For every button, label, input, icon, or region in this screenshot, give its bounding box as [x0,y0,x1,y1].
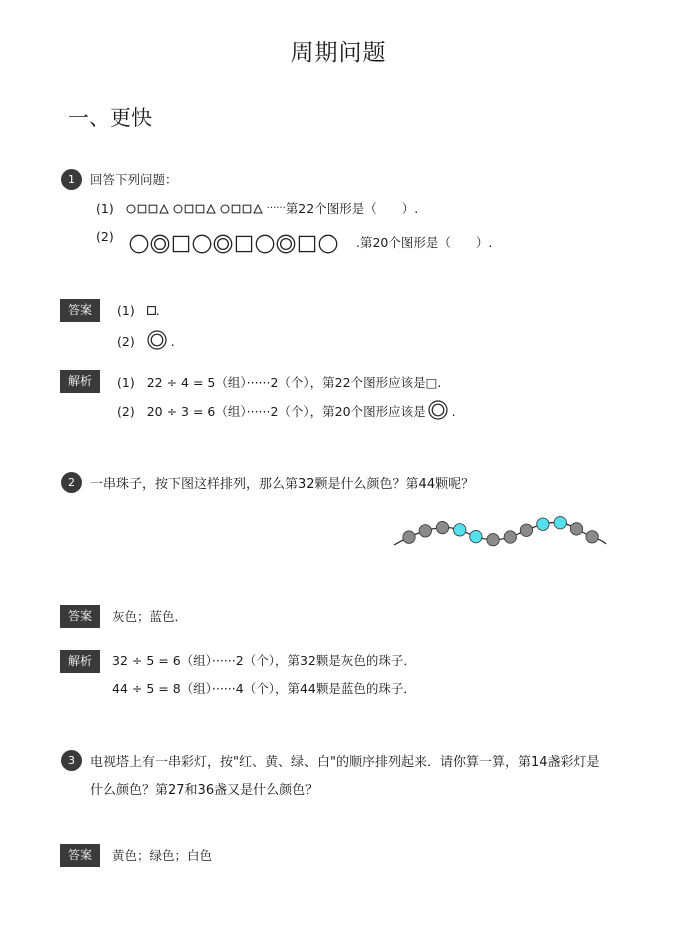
analysis-badge: 解析 [60,370,100,393]
q1-analysis-2 [117,400,456,424]
q1-prompt: 回答下列问题： [90,172,178,187]
square-shape-icon [148,204,158,214]
q3-answer-text: 黄色；绿色；白色 [112,848,213,863]
circle-shape-icon [220,204,230,214]
double-circle-shape-icon [147,330,167,354]
square-shape-icon [297,234,317,254]
q3-prompt-line1: 电视塔上有一串彩灯，按"红、黄、绿、白"的顺序排列起来．请你算一算，第14盏彩灯是 [90,755,600,770]
q1-part1-dots: ······ [266,203,286,214]
q2-prompt: 一串珠子，按下图这样排列，那么第32颗是什么颜色？第44颗呢？ [90,477,475,492]
bead-gray [487,534,499,546]
bead-string-illustration [390,508,610,552]
q1-part2-question: .第20个图形是（ ）. [356,235,493,250]
square-shape-icon [234,234,254,254]
q1-part2-label: (2) [96,229,114,244]
circle-shape-icon [173,204,183,214]
answer-badge: 答案 [60,605,100,628]
q1-analysis-2-text: 20 ÷ 3 = 6（组）······2（个），第20个图形应该是 [146,404,426,419]
bead-gray [403,531,415,543]
square-shape-icon [137,204,147,214]
square-shape-icon [195,204,205,214]
question-number-2: 2 [61,472,82,493]
square-shape-icon [231,204,241,214]
bead-gray [504,531,516,543]
triangle-shape-icon [159,204,169,214]
q1-answer-1 [117,303,160,319]
answer-badge: 答案 [60,844,100,867]
circle-shape-icon [255,234,275,254]
square-shape-icon [184,204,194,214]
section-heading: 一、更快 [68,106,152,130]
circle-shape-icon [129,234,149,254]
bead-blue [554,517,566,529]
bead-gray [436,521,448,533]
double-circle-shape-icon [150,234,170,254]
q1-answer-2 [117,330,175,354]
answer-badge: 答案 [60,299,100,322]
q1-answer-2-end: . [170,334,175,349]
triangle-shape-icon [253,204,263,214]
q3-prompt-line2: 什么颜色？第27和36盏又是什么颜色？ [90,783,319,798]
q1-part1 [96,201,418,217]
q1-part1-label: (1) [96,201,114,216]
q1-analysis-2-label: (2) [117,404,135,419]
square-shape-icon [147,303,156,319]
double-circle-shape-icon [276,234,296,254]
circle-shape-icon [192,234,212,254]
q1-analysis-2-end: . [451,404,456,419]
circle-shape-icon [318,234,338,254]
square-shape-icon [242,204,252,214]
q1-answer-1-end: . [155,303,160,318]
triangle-shape-icon [206,204,216,214]
bead-blue [454,524,466,536]
bead-blue [537,518,549,530]
q1-analysis-1-label: (1) [117,375,135,390]
q1-part1-shape-sequence [126,204,267,214]
analysis-badge: 解析 [60,650,100,673]
question-number-3: 3 [61,750,82,771]
question-number-1: 1 [61,169,82,190]
q1-part1-question: 第22个图形是（ ）. [285,201,419,216]
q2-analysis-1: 32 ÷ 5 = 6（组）······2（个），第32颗是灰色的珠子． [112,653,416,668]
q1-answer-2-label: (2) [117,334,135,349]
q1-analysis-1-text: 22 ÷ 4 = 5（组）······2（个），第22个图形应该是□. [146,375,442,390]
bead-gray [419,525,431,537]
bead-gray [586,531,598,543]
q1-part2-shape-sequence [129,234,339,254]
q2-answer-text: 灰色；蓝色． [112,609,188,624]
bead-gray [570,523,582,535]
bead-gray [520,524,532,536]
q2-analysis-2: 44 ÷ 5 = 8（组）······4（个），第44颗是蓝色的珠子． [112,681,416,696]
circle-shape-icon [126,204,136,214]
bead-blue [470,530,482,542]
q1-answer-1-label: (1) [117,303,135,318]
double-circle-shape-icon [213,234,233,254]
square-shape-icon [171,234,191,254]
double-circle-shape-icon [428,400,448,424]
q1-analysis-1 [117,375,441,391]
page-title: 周期问题 [290,40,387,66]
